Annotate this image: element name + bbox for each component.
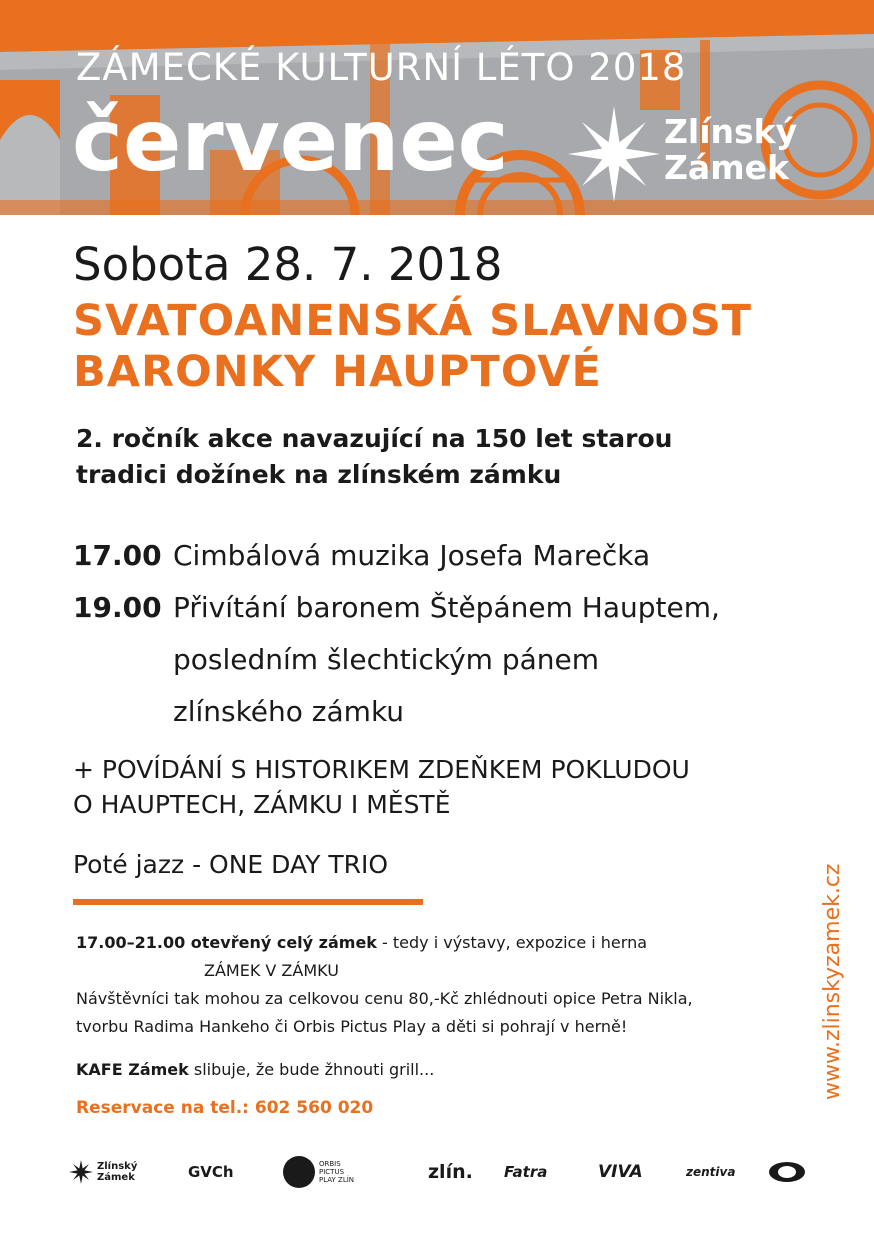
orbis-circle-icon [282, 1155, 316, 1189]
program-time: 19.00 [73, 591, 162, 624]
event-title [73, 296, 752, 398]
event-title-line-2: BARONKY HAUPTOVÉ [73, 347, 602, 397]
program-list [73, 530, 720, 738]
series-title: ZÁMECKÉ KULTURNÍ LÉTO 2018 [76, 46, 687, 89]
partner-logos [68, 1152, 808, 1192]
viva-logo: VIVA [598, 1162, 643, 1182]
orbis-pictus-logo [282, 1152, 363, 1192]
orbis-text: ORBIS PICTUS PLAY ZLÍN [319, 1160, 355, 1184]
zlinsky-zamek-partner-logo [68, 1152, 137, 1192]
partner-zz-line-2: Zámek [97, 1172, 135, 1183]
event-date: Sobota 28. 7. 2018 [73, 238, 503, 291]
program-text: posledním šlechtickým pánem [173, 643, 600, 676]
subtitle-line-2: tradici dožínek na zlínském zámku [76, 460, 562, 489]
kafe-line [76, 1060, 434, 1079]
reservation-phone: Reservace na tel.: 602 560 020 [76, 1098, 374, 1118]
star-icon [68, 1159, 94, 1185]
zlinsky-zamek-logo [566, 104, 806, 204]
event-title-line-1: SVATOANENSKÁ SLAVNOST [73, 296, 753, 346]
subtitle-line-1: 2. ročník akce navazující na 150 let starou [76, 424, 673, 453]
info-block [76, 929, 693, 1041]
star-icon [566, 104, 662, 204]
info-line-4: tvorbu Radima Hankeho či Orbis Pictus Play a děti si pohrají v herně! [76, 1017, 628, 1036]
kafe-text: slibuje, že bude žhnouti grill... [188, 1060, 435, 1079]
historian-talk-line-1: + POVÍDÁNÍ S HISTORIKEM ZDEŇKEM POKLUDOU [73, 755, 690, 784]
program-time: 17.00 [73, 539, 162, 572]
event-subtitle [76, 421, 672, 493]
zlin-logo: zlín. [428, 1161, 473, 1183]
website-link[interactable]: www.zlinskyzamek.cz [820, 863, 845, 1100]
program-item [73, 582, 720, 738]
zentiva-logo: zentiva [686, 1165, 736, 1179]
divider [73, 899, 423, 905]
program-item [73, 530, 720, 582]
historian-talk [73, 752, 690, 822]
kafe-name: KAFE Zámek [76, 1060, 189, 1079]
jazz-line: Poté jazz - ONE DAY TRIO [73, 850, 389, 879]
opening-hours-detail: - tedy i výstavy, expozice i herna [376, 933, 648, 952]
logo-line-2: Zámek [664, 148, 789, 187]
opening-hours: 17.00–21.00 otevřený celý zámek [76, 933, 377, 952]
fatra-logo: Fatra [504, 1163, 548, 1181]
month-title: červenec [72, 91, 509, 191]
historian-talk-line-2: O HAUPTECH, ZÁMKU I MĚSTĚ [73, 790, 451, 819]
info-line-2: ZÁMEK V ZÁMKU [204, 961, 339, 980]
header-banner [0, 0, 874, 215]
info-line-3: Návštěvníci tak mohou za celkovou cenu 80,-Kč zhlédnouti opice Petra Nikla, [76, 989, 693, 1008]
partner-badge-logo [768, 1152, 806, 1192]
gvch-logo: GVCh [188, 1163, 234, 1181]
logo-line-1: Zlínský [664, 112, 798, 151]
program-text: Přivítání baronem Štěpánem Hauptem, [173, 591, 720, 624]
program-text: zlínského zámku [173, 695, 405, 728]
partner-zz-line-1: Zlínský [97, 1161, 138, 1172]
badge-icon [768, 1161, 806, 1183]
program-text: Cimbálová muzika Josefa Marečka [173, 539, 651, 572]
